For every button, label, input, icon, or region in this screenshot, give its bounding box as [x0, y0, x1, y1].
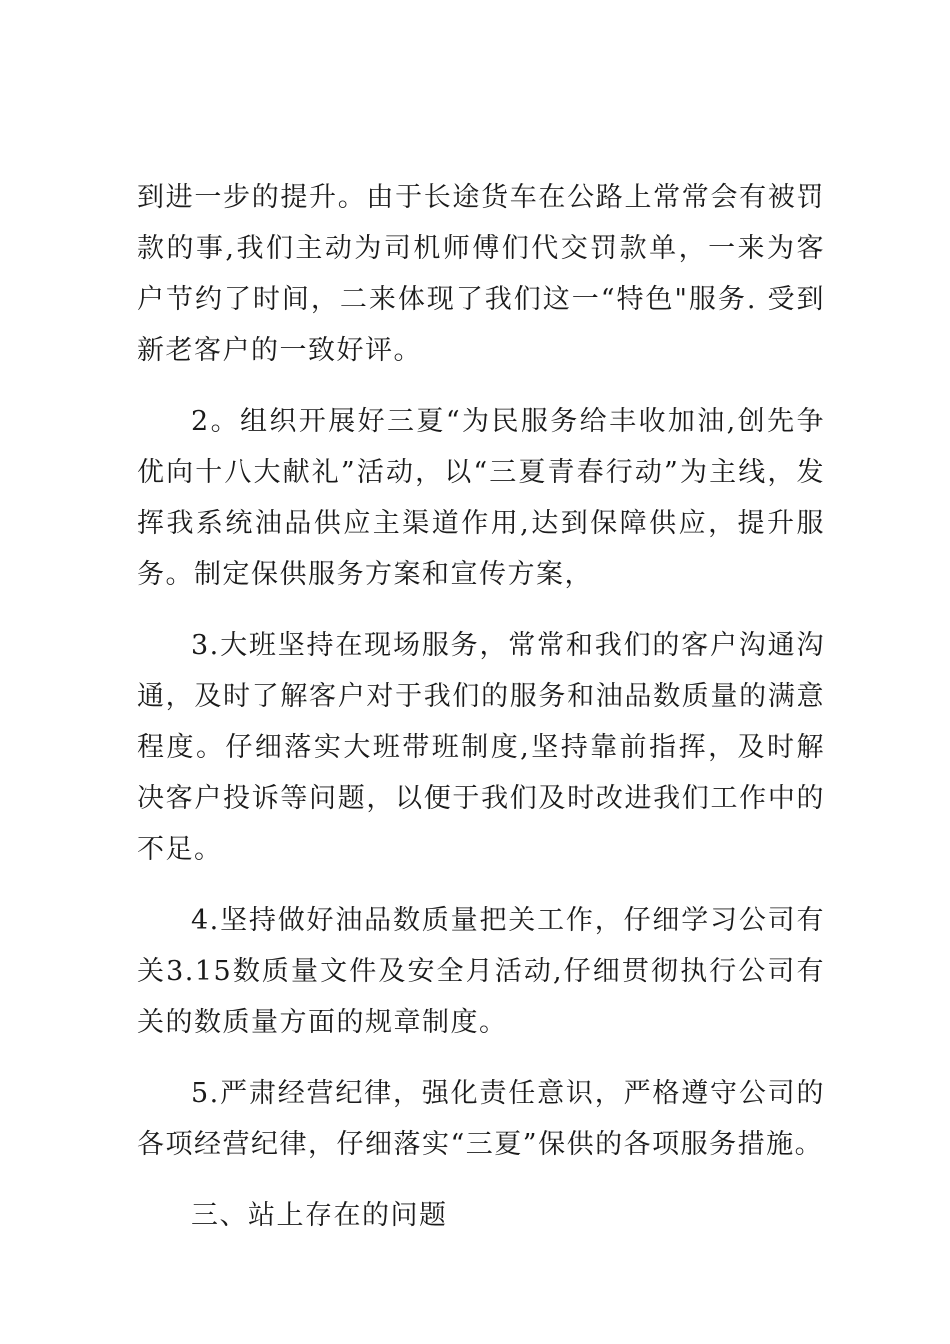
- document-body: [137, 172, 825, 1241]
- paragraph-item-4: 4.坚持做好油品数质量把关工作，仔细学习公司有关3.15数质量文件及安全月活动,仔细贯彻执行公司有关的数质量方面的规章制度。: [137, 905, 825, 1038]
- paragraph-item-2: 2。组织开展好三夏“为民服务给丰收加油,创先争优向十八大献礼”活动，以“三夏青春行动”为主线，发挥我系统油品供应主渠道作用,达到保障供应，提升服务。制定保供服务方案和宣传方案，: [137, 406, 825, 590]
- paragraph-item-3: 3.大班坚持在现场服务，常常和我们的客户沟通沟通，及时了解客户对于我们的服务和油品数质量的满意程度。仔细落实大班带班制度,坚持靠前指挥，及时解决客户投诉等问题，以便于我们及时改进我们工作中的不足。: [137, 630, 825, 865]
- paragraph-continued: 到进一步的提升。由于长途货车在公路上常常会有被罚款的事,我们主动为司机师傅们代交罚款单，一来为客户节约了时间，二来体现了我们这一“特色"服务. 受到新老客户的一致好评。: [137, 182, 825, 366]
- section-heading: 三、站上存在的问题: [191, 1200, 448, 1231]
- paragraph-item-5: 5.严肃经营纪律，强化责任意识，严格遵守公司的各项经营纪律，仔细落实“三夏”保供的各项服务措施。: [137, 1078, 825, 1160]
